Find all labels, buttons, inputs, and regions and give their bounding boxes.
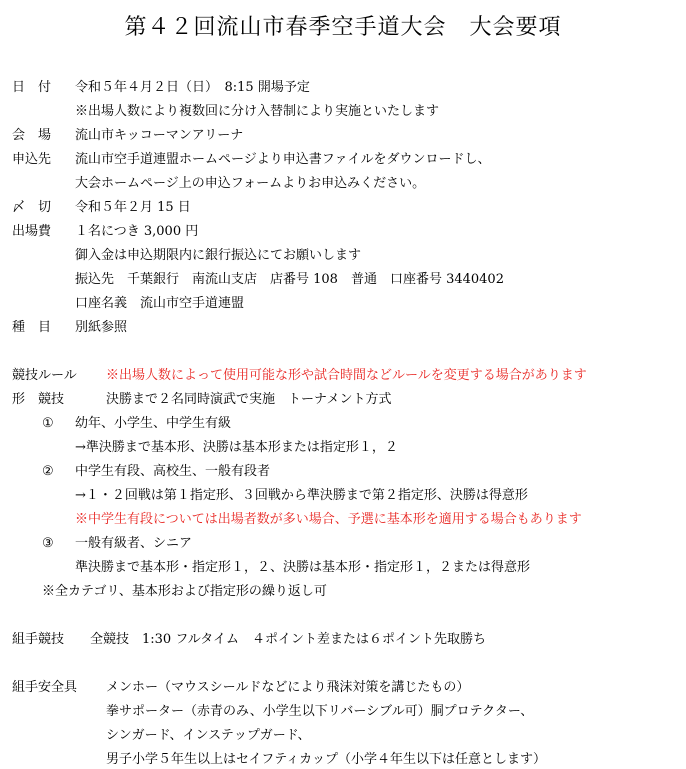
kata-item-title: 一般有級者、シニア bbox=[75, 536, 193, 551]
rules-warning: ※出場人数によって使用可能な形や試合時間などルールを変更する場合があります bbox=[106, 368, 587, 383]
venue-label: 会 場 bbox=[12, 128, 52, 143]
safety-label: 組手安全具 bbox=[12, 680, 78, 695]
safety-line4: 男子小学５年生以上はセイフティカップ（小学４年生以下は任意とします） bbox=[106, 752, 547, 767]
kata-value: 決勝まで２名同時演武で実施 トーナメント方式 bbox=[106, 392, 392, 407]
kata-item-detail: 準決勝まで基本形・指定形１，２、決勝は基本形・指定形１，２または得意形 bbox=[75, 560, 531, 575]
kata-item-number: ① bbox=[42, 416, 54, 431]
date-value: 令和５年４月２日（日） 8:15 開場予定 bbox=[75, 80, 310, 95]
kata-item-title: 中学生有段、高校生、一般有段者 bbox=[75, 464, 271, 479]
events-value: 別紙参照 bbox=[75, 320, 128, 335]
fee-account-name: 口座名義 流山市空手道連盟 bbox=[75, 296, 245, 311]
application-line1: 流山市空手道連盟ホームページより申込書ファイルをダウンロードし、 bbox=[75, 152, 491, 167]
deadline-label: 〆 切 bbox=[12, 200, 52, 215]
safety-line1: メンホー（マウスシールドなどにより飛沫対策を講じたもの） bbox=[106, 680, 470, 695]
fee-bank-details: 振込先 千葉銀行 南流山支店 店番号 108 普通 口座番号 3440402 bbox=[75, 272, 504, 287]
kumite-value: 全競技 1:30 フルタイム ４ポイント差または６ポイント先取勝ち bbox=[90, 632, 487, 647]
fee-label: 出場費 bbox=[12, 224, 52, 239]
date-label: 日 付 bbox=[12, 80, 52, 95]
kata-item-number: ② bbox=[42, 464, 54, 479]
venue-value: 流山市キッコーマンアリーナ bbox=[75, 128, 244, 143]
page-title: 第４２回流山市春季空手道大会 大会要項 bbox=[124, 15, 562, 40]
date-note: ※出場人数により複数回に分け入替制により実施といたします bbox=[75, 104, 440, 119]
kata-item-warning: ※中学生有段については出場者数が多い場合、予選に基本形を適用する場合もあります bbox=[75, 512, 582, 527]
kumite-label: 組手競技 bbox=[12, 632, 65, 647]
kata-item-number: ③ bbox=[42, 536, 54, 551]
fee-line2: 御入金は申込期限内に銀行振込にてお願いします bbox=[75, 248, 362, 263]
kata-item-title: 幼年、小学生、中学生有級 bbox=[75, 416, 232, 431]
kata-item-detail: →準決勝まで基本形、決勝は基本形または指定形１，２ bbox=[75, 440, 398, 455]
kata-label: 形 競技 bbox=[12, 392, 65, 407]
events-label: 種 目 bbox=[12, 320, 52, 335]
kata-footnote: ※全カテゴリ、基本形および指定形の繰り返し可 bbox=[42, 584, 327, 599]
application-label: 申込先 bbox=[12, 152, 52, 167]
safety-line2: 拳サポーター（赤青のみ、小学生以下リバーシブル可）胴プロテクター、 bbox=[106, 704, 534, 719]
safety-line3: シンガード、インステップガード、 bbox=[106, 728, 311, 743]
deadline-value: 令和５年２月 15 日 bbox=[75, 200, 191, 215]
kata-item-detail: →１・２回戦は第１指定形、３回戦から準決勝まで第２指定形、決勝は得意形 bbox=[75, 488, 528, 503]
fee-value: １名につき 3,000 円 bbox=[75, 224, 199, 239]
rules-label: 競技ルール bbox=[12, 368, 77, 383]
application-line2: 大会ホームページ上の申込フォームよりお申込みください。 bbox=[75, 176, 426, 191]
